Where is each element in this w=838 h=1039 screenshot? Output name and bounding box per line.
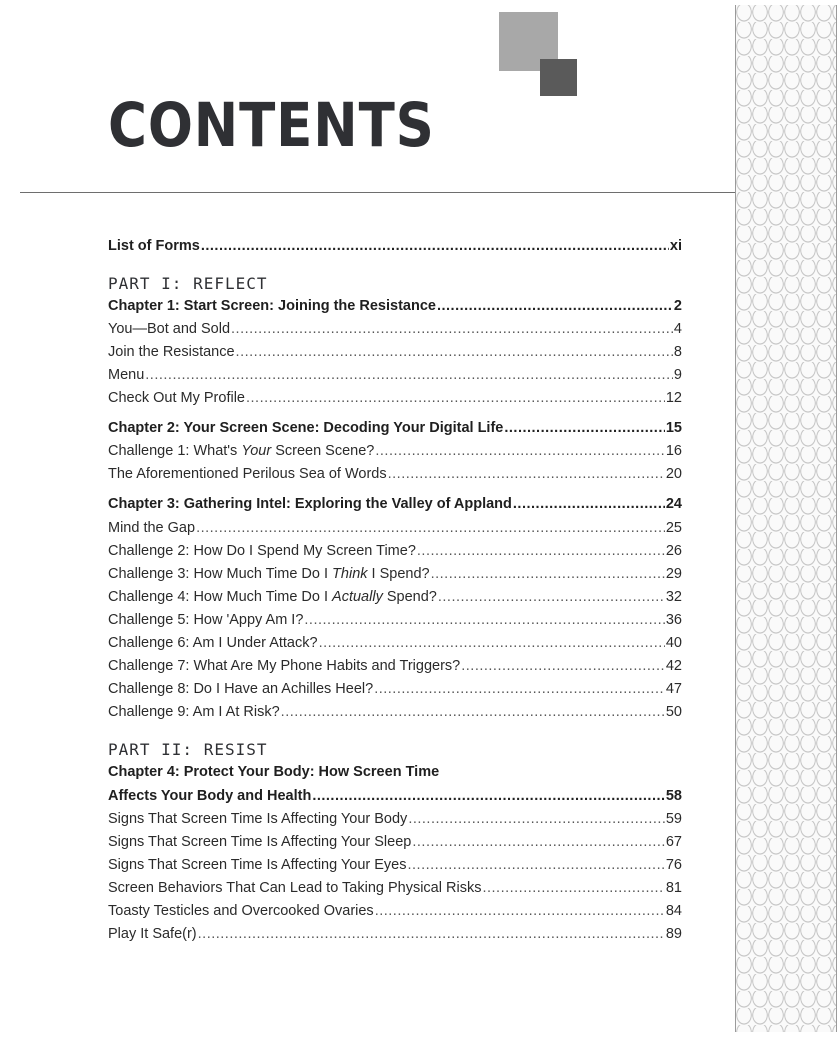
dot-leader [196,520,665,536]
toc-entry-challenge-3[interactable] [108,566,682,582]
page-title: CONTENTS [108,90,435,161]
page-number: 24 [665,496,682,512]
page-number: 42 [665,658,682,674]
entry-title: Affects Your Body and Health [108,788,312,804]
page-number: 47 [665,681,682,697]
toc-entry-menu[interactable] [108,367,682,383]
toc-entry-you-bot-and-sold[interactable] [108,321,682,337]
entry-title: Menu [108,367,145,383]
entry-title: Check Out My Profile [108,390,245,406]
page-number: 25 [665,520,682,536]
toc-entry-perilous-sea-of-words[interactable] [108,466,682,482]
toc-entry-challenge-7[interactable] [108,658,682,674]
entry-title: You—Bot and Sold [108,321,231,337]
toc-entry-physical-risks[interactable] [108,880,682,896]
entry-title: Screen Behaviors That Can Lead to Taking Physical Risks [108,880,482,896]
toc-entry-challenge-5[interactable] [108,612,682,628]
toc-entry-toasty-testicles[interactable] [108,903,682,919]
page-number: 20 [665,466,682,482]
dot-leader [412,834,665,850]
page-number: 50 [665,704,682,720]
toc-entry-affecting-eyes[interactable] [108,857,682,873]
entry-title-start: Challenge 1: What's [108,443,242,459]
entry-title: Challenge 9: Am I At Risk? [108,704,280,720]
dot-leader [304,612,664,628]
page-number: 15 [665,420,682,436]
part-1-heading: PART I: REFLECT [108,274,268,293]
entry-title: Chapter 1: Start Screen: Joining the Resistance [108,298,436,314]
entry-title: Signs That Screen Time Is Affecting Your Sleep [108,834,412,850]
dot-leader [408,857,665,873]
toc-entry-chapter-3[interactable] [108,496,682,512]
dot-leader [437,298,673,314]
dot-leader [312,788,665,804]
dot-leader [431,566,665,582]
dot-leader [375,443,664,459]
dot-leader [417,543,665,559]
dot-leader [513,496,665,512]
entry-title: Play It Safe(r) [108,926,197,942]
toc-entry-list-of-forms[interactable] [108,238,682,254]
page-number: 40 [665,635,682,651]
entry-title: Toasty Testicles and Overcooked Ovaries [108,903,374,919]
page-number: 2 [673,298,682,314]
page-number: 32 [665,589,682,605]
page-number: 36 [665,612,682,628]
entry-title: List of Forms [108,238,200,254]
page-number: xi [669,238,682,254]
entry-title: Signs That Screen Time Is Affecting Your Body [108,811,408,827]
dot-leader [438,589,665,605]
entry-title: The Aforementioned Perilous Sea of Words [108,466,387,482]
toc-entry-challenge-1[interactable] [108,443,682,459]
entry-title: Join the Resistance [108,344,235,360]
toc-entry-affecting-body[interactable] [108,811,682,827]
dot-leader [319,635,665,651]
entry-title-emphasis: Actually [332,589,383,605]
dot-leader [375,903,665,919]
page-number: 9 [673,367,682,383]
dot-leader [504,420,665,436]
page-number: 58 [665,788,682,804]
toc-entry-affecting-sleep[interactable] [108,834,682,850]
entry-title-start: Challenge 3: How Much Time Do I [108,566,333,582]
entry-title-emphasis: Think [332,566,368,582]
entry-title: Challenge 6: Am I Under Attack? [108,635,318,651]
entry-title: Mind the Gap [108,520,196,536]
page-number: 4 [673,321,682,337]
page-number: 89 [665,926,682,942]
page-number: 26 [665,543,682,559]
toc-entry-play-it-safer[interactable] [108,926,682,942]
page-number: 76 [665,857,682,873]
page-number: 8 [673,344,682,360]
toc-entry-check-out-my-profile[interactable] [108,390,682,406]
entry-title-end: Screen Scene? [271,443,375,459]
entry-title: Challenge 2: How Do I Spend My Screen Time? [108,543,416,559]
chapter-4-title-line: Chapter 4: Protect Your Body: How Screen Time [108,764,440,780]
entry-title-end: Spend? [382,589,437,605]
toc-entry-mind-the-gap[interactable] [108,520,682,536]
page-number: 16 [665,443,682,459]
page-number: 29 [665,566,682,582]
page-number: 12 [665,390,682,406]
entry-title: Challenge 7: What Are My Phone Habits and Triggers? [108,658,461,674]
toc-entry-challenge-2[interactable] [108,543,682,559]
dot-leader [281,704,665,720]
toc-entry-challenge-9[interactable] [108,704,682,720]
toc-entry-challenge-6[interactable] [108,635,682,651]
dot-leader [198,926,665,942]
entry-title: Signs That Screen Time Is Affecting Your Eyes [108,857,407,873]
dot-leader [461,658,665,674]
toc-entry-challenge-8[interactable] [108,681,682,697]
entry-title-emphasis: Your [241,443,272,459]
page-number: 67 [665,834,682,850]
page-number: 59 [665,811,682,827]
dot-leader [236,344,673,360]
entry-title: Challenge 8: Do I Have an Achilles Heel? [108,681,374,697]
entry-title-end: I Spend? [367,566,430,582]
toc-entry-challenge-4[interactable] [108,589,682,605]
toc-entry-join-the-resistance[interactable] [108,344,682,360]
entry-title: Chapter 2: Your Screen Scene: Decoding Your Digital Life [108,420,504,436]
toc-entry-chapter-1[interactable] [108,298,682,314]
dot-leader [482,880,664,896]
dot-leader [231,321,673,337]
page-number: 84 [665,903,682,919]
dot-leader [408,811,665,827]
part-2-heading: PART II: RESIST [108,740,268,759]
dot-leader [201,238,669,254]
dot-leader [374,681,665,697]
dot-leader [388,466,665,482]
entry-title-start: Challenge 4: How Much Time Do I [108,589,333,605]
dot-leader [246,390,665,406]
entry-title: Challenge 5: How 'Appy Am I? [108,612,304,628]
dot-leader [145,367,673,383]
entry-title: Chapter 3: Gathering Intel: Exploring the Valley of Appland [108,496,512,512]
toc-entry-chapter-2[interactable] [108,420,682,436]
page-number: 81 [665,880,682,896]
toc-entry-chapter-4[interactable] [108,788,682,804]
